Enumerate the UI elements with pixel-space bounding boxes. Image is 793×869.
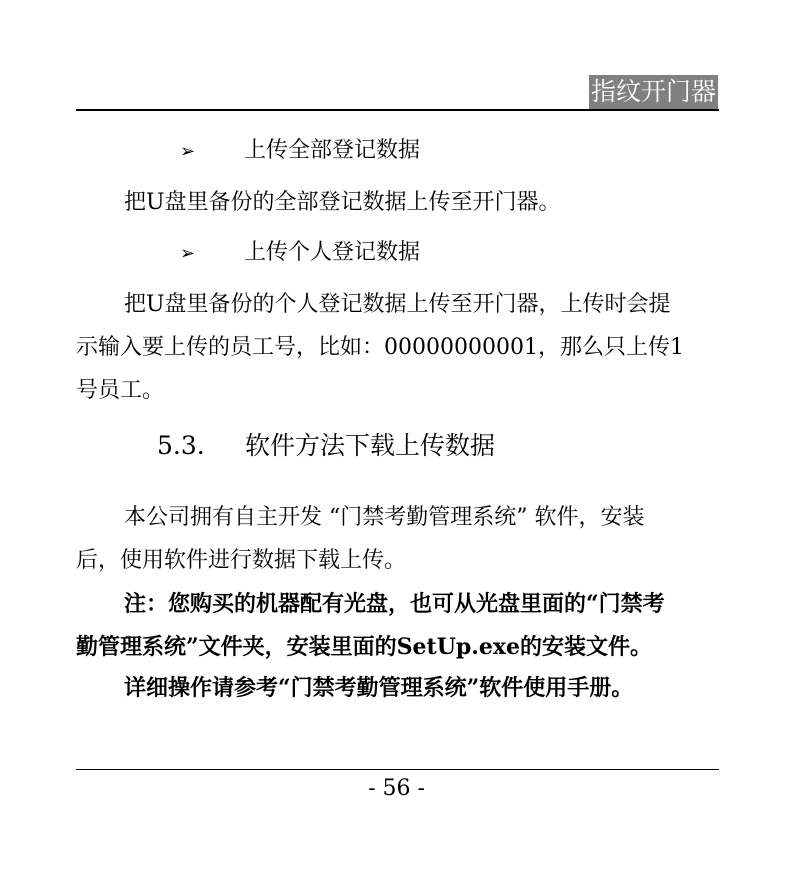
section-number: 5.3. <box>157 431 205 460</box>
bullet-upload-personal <box>180 238 420 268</box>
footer-rule <box>76 769 719 770</box>
paragraph-manual <box>76 667 719 710</box>
section-title: 软件方法下载上传数据 <box>245 431 496 460</box>
paragraph-upload-personal <box>76 283 719 412</box>
paragraph-line: 详细操作请参考“门禁考勤管理系统”软件使用手册。 <box>124 675 634 701</box>
paragraph-line: 后，使用软件进行数据下载上传。 <box>76 548 407 573</box>
paragraph-line: 本公司拥有自主开发 “门禁考勤管理系统” 软件，安装 <box>124 505 645 530</box>
paragraph-line: 把U盘里备份的全部登记数据上传至开门器。 <box>124 190 561 215</box>
page-number: - 56 - <box>368 776 425 801</box>
bullet-upload-all <box>180 136 420 166</box>
paragraph-line: 示输入要上传的员工号，比如：00000000001，那么只上传1 <box>76 335 684 360</box>
arrow-bullet-icon: ➢ <box>180 141 196 162</box>
section-heading <box>157 428 495 464</box>
paragraph-line: 把U盘里备份的个人登记数据上传至开门器，上传时会提 <box>124 292 671 317</box>
paragraph-line: 号员工。 <box>76 378 165 403</box>
bullet-text: 上传个人登记数据 <box>244 240 421 265</box>
header-chapter-tag: 指纹开门器 <box>589 75 718 109</box>
paragraph-upload-all <box>76 181 719 224</box>
paragraph-software-intro <box>76 496 719 582</box>
header-rule <box>76 109 719 111</box>
bullet-text: 上传全部登记数据 <box>244 138 421 163</box>
paragraph-line: 注：您购买的机器配有光盘，也可从光盘里面的“门禁考 <box>124 591 665 617</box>
paragraph-note <box>76 583 719 669</box>
arrow-bullet-icon: ➢ <box>180 243 196 264</box>
paragraph-line: 勤管理系统”文件夹，安装里面的SetUp.exe的安装文件。 <box>76 634 653 660</box>
